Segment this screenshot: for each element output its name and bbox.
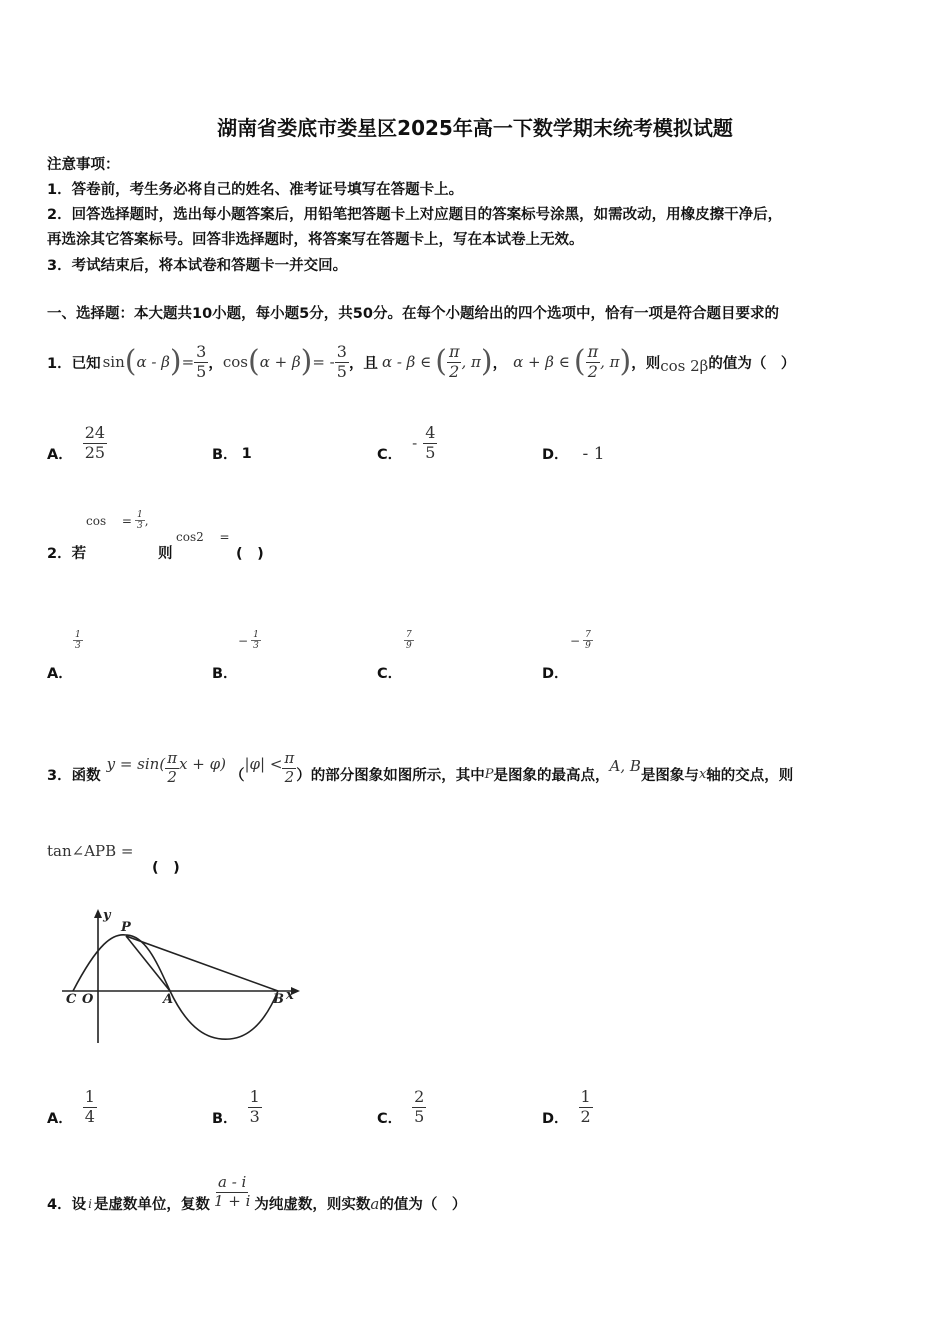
q3-option-c[interactable]: C． $\frac{2}{5}$ bbox=[377, 1087, 425, 1127]
q1-cos-arg: α + β bbox=[259, 353, 301, 371]
q2-option-b-value: − $\frac{1}{3}$ bbox=[238, 630, 259, 652]
q1-int2-end: , π bbox=[600, 353, 620, 371]
q4-number: 4．设 bbox=[47, 1196, 87, 1213]
q2-option-b[interactable]: B． bbox=[212, 666, 238, 682]
q1-option-a-frac: $\frac{24}{25}$ bbox=[84, 423, 106, 462]
q1-paren-close: ) bbox=[169, 344, 182, 379]
q1-int-end: , π bbox=[461, 353, 481, 371]
q1-paren-close-2: ) bbox=[300, 344, 313, 379]
q1-target: cos 2β bbox=[660, 357, 709, 375]
notice-item-3: 3．考试结束后，将本试卷和答题卡一并交回。 bbox=[47, 258, 348, 274]
q3-option-b[interactable]: B． $\frac{1}{3}$ bbox=[212, 1087, 260, 1127]
graph-label-y: y bbox=[103, 908, 111, 923]
q1-comma1: ， bbox=[208, 355, 223, 372]
q2-given: cos = $\frac{1}{3}$ , bbox=[86, 510, 149, 532]
q3-graph bbox=[58, 905, 308, 1050]
graph-label-p: P bbox=[121, 920, 131, 935]
q1-and: ，且 bbox=[348, 355, 378, 372]
graph-label-b: B bbox=[273, 992, 284, 1007]
q2-option-c-value: $\frac{7}{9}$ bbox=[406, 630, 412, 652]
q1-comma2: ， bbox=[492, 355, 508, 372]
q3-cond: |φ| < bbox=[244, 755, 283, 773]
notice-item-2a: 2．回答选择题时，选出每小题答案后，用铅笔把答题卡上对应题目的答案标号涂黑，如需改动，用橡皮擦干净后， bbox=[47, 207, 783, 223]
q1-sin-arg: α - β bbox=[136, 353, 170, 371]
q1-sin: sin bbox=[102, 353, 125, 371]
q2-number: 2．若 bbox=[47, 546, 87, 562]
q1-option-b[interactable]: B． 1 bbox=[212, 445, 252, 463]
q1-option-c[interactable]: C． - $\frac{4}{5}$ bbox=[377, 423, 436, 463]
graph-label-x: x bbox=[286, 988, 294, 1003]
q1-paren-open: ( bbox=[124, 344, 137, 379]
q1-option-d[interactable]: D． - 1 bbox=[542, 443, 605, 464]
q3-option-d[interactable]: D． $\frac{1}{2}$ bbox=[542, 1087, 591, 1127]
q1-frac2: $\frac{3}{5}$ bbox=[336, 342, 347, 381]
graph-label-c: C bbox=[66, 992, 77, 1007]
section-heading: 一、选择题：本大题共10小题，每小题5分，共50分。在每个小题给出的四个选项中，恰有一项是符合题目要求的 bbox=[47, 306, 779, 322]
q2-option-d[interactable]: D． bbox=[542, 666, 569, 682]
q1-cos: cos bbox=[222, 353, 248, 371]
q1-int2-close: ) bbox=[619, 344, 632, 379]
q2-option-d-value: − $\frac{7}{9}$ bbox=[570, 630, 591, 652]
q4-frac: $\frac{a - i}{1 + i}$ bbox=[213, 1173, 251, 1210]
q2-then: 则 bbox=[158, 546, 173, 562]
q1-option-a[interactable]: A． $\frac{24}{25}$ bbox=[47, 423, 106, 463]
q3-option-a[interactable]: A． $\frac{1}{4}$ bbox=[47, 1087, 95, 1127]
q1-paren-open-2: ( bbox=[248, 344, 260, 379]
q1-eq2: = - bbox=[312, 353, 335, 371]
question-4: 4．设 i 是虚数单位，复数 $\frac{a - i}{1 + i}$ 为纯虚数，则实数 a 的值为（ ） bbox=[47, 1173, 467, 1213]
q1-number: 1．已知 bbox=[47, 355, 101, 372]
q3-ask: ( ) bbox=[152, 860, 180, 876]
y-axis-arrow bbox=[94, 909, 102, 918]
q1-cond1: α - β ∈ bbox=[381, 353, 432, 371]
q2-target: cos2 = bbox=[176, 530, 230, 544]
sine-curve bbox=[73, 935, 278, 1039]
notice-item-2b: 再选涂其它答案标号。回答非选择题时，将答案写在答题卡上，写在本试卷上无效。 bbox=[47, 232, 584, 248]
page-title: 湖南省娄底市娄星区2025年高一下数学期末统考模拟试题 bbox=[217, 116, 733, 140]
notice-heading: 注意事项： bbox=[47, 157, 120, 173]
q3-func: y = sin( bbox=[106, 755, 166, 773]
question-3: 3．函数 y = sin( $\frac{\pi}{2}$ x + φ) （ |φ| < $\frac{\pi}{2}$ ）的部分图象如图所示，其中 P 是图象的最高点， A, B 是图象与 x 轴的交点，则 bbox=[47, 749, 794, 786]
q1-int2-frac: $\frac{\pi}{2}$ bbox=[587, 342, 599, 381]
graph-label-o: O bbox=[82, 992, 94, 1007]
q3-number: 3．函数 bbox=[47, 767, 101, 784]
q2-option-a[interactable]: A． bbox=[47, 666, 73, 682]
q3-tan: tan∠APB = bbox=[47, 842, 134, 860]
q1-frac1: $\frac{3}{5}$ bbox=[196, 342, 207, 381]
q2-option-a-value: $\frac{1}{3}$ bbox=[75, 630, 81, 652]
q1-int-close: ) bbox=[480, 344, 493, 379]
q1-cond2: α + β ∈ bbox=[513, 353, 570, 371]
q2-ask: ( ) bbox=[236, 546, 264, 562]
q1-then: ，则 bbox=[631, 355, 661, 372]
q1-int-open: ( bbox=[435, 344, 447, 379]
notice-item-1: 1．答卷前，考生务必将自己的姓名、准考证号填写在答题卡上。 bbox=[47, 182, 464, 198]
q1-int-frac: $\frac{\pi}{2}$ bbox=[448, 342, 460, 381]
question-1 bbox=[47, 338, 795, 386]
q3-func-end: x + φ) bbox=[179, 755, 226, 773]
q1-option-c-frac: $\frac{4}{5}$ bbox=[425, 423, 436, 462]
graph-label-a: A bbox=[163, 992, 174, 1007]
q1-int2-open: ( bbox=[573, 344, 586, 379]
q2-option-c[interactable]: C． bbox=[377, 666, 403, 682]
q1-ask: 的值为（ ） bbox=[708, 355, 796, 372]
q1-eq1: = bbox=[181, 353, 195, 371]
